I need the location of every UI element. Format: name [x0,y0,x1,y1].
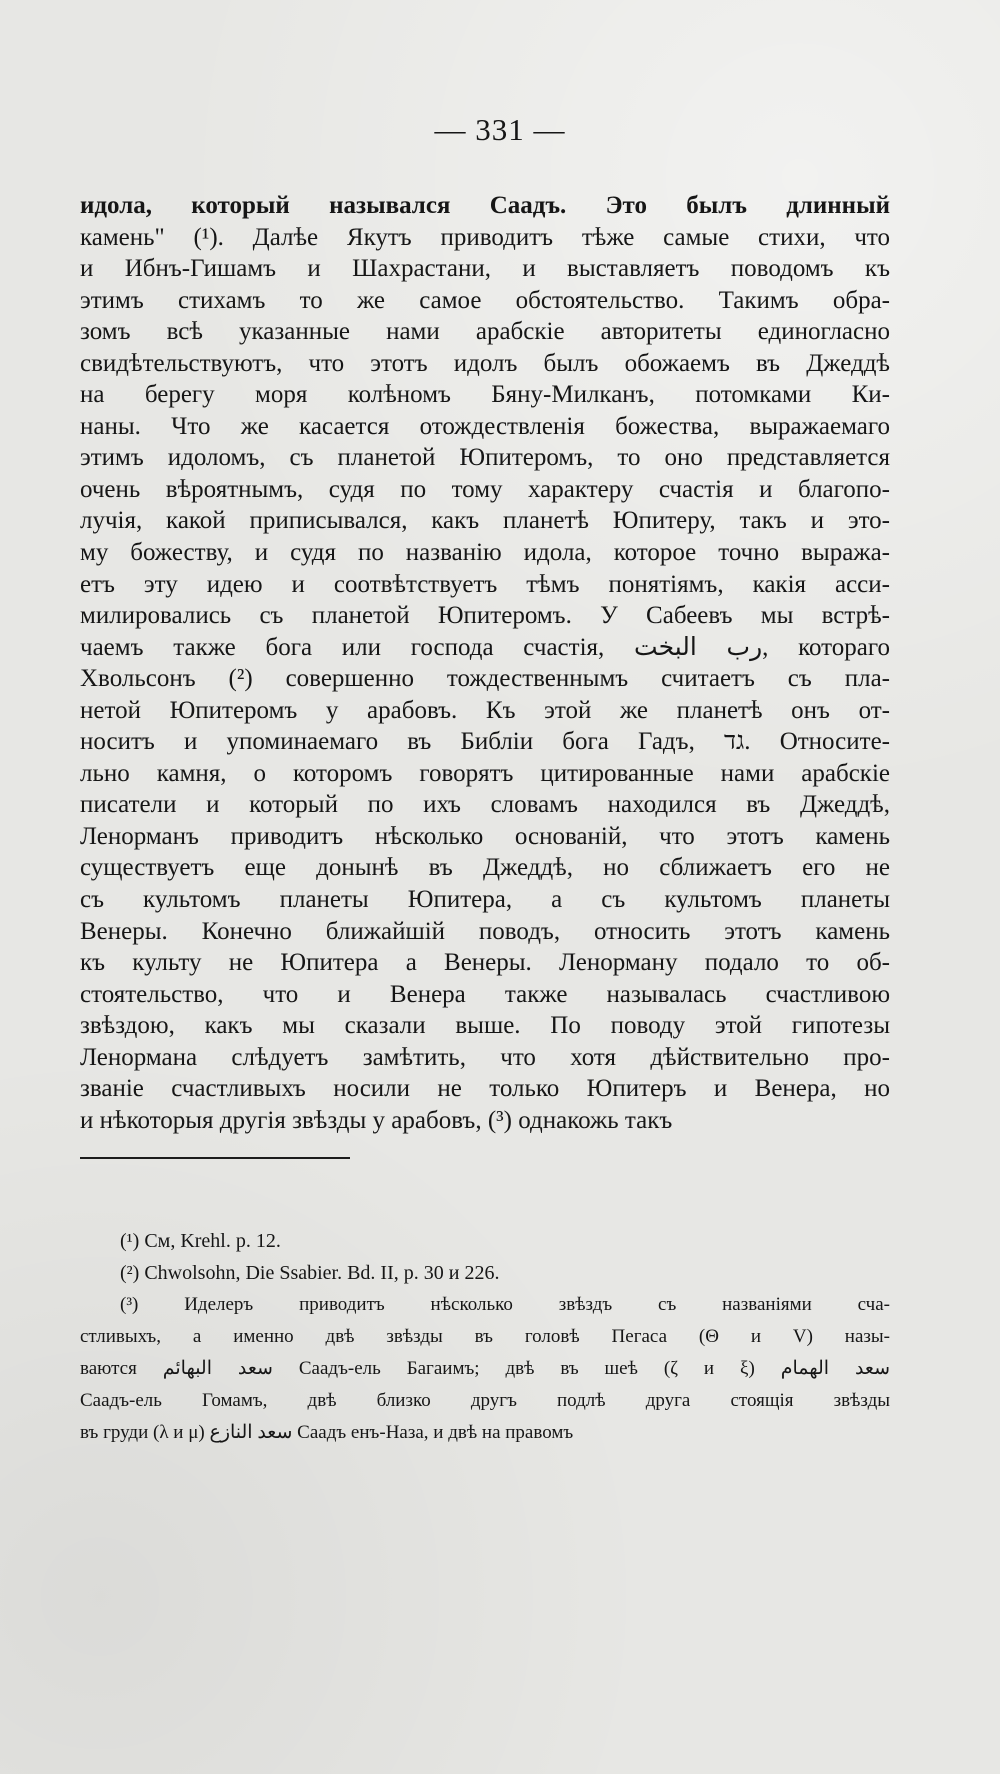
text-line-17: нетой Юпитеромъ у арабовъ. Къ этой же планетѣ онъ от- [80,696,890,724]
text-line-15: чаемъ также бога или господа счастія, رب البخت, котораго [80,633,891,661]
text-line-30: и нѣкоторыя другія звѣзды у арабовъ, (³) однакожь такъ [80,1106,673,1134]
text-line-25: къ культу не Юпитера а Венеры. Ленорману подало то об- [80,949,890,977]
text-line-24: Венеры. Конечно ближайшій поводъ, относить этотъ камень [80,917,890,945]
footnote-divider [80,1157,350,1159]
text-line-13: етъ эту идею и соотвѣтствуетъ тѣмъ понятіямъ, какія асси- [80,570,890,598]
footnote-3-line-4: Саадъ-ель Гомамъ, двѣ близко другъ подлѣ друга стоящія звѣзды [80,1390,890,1411]
text-line-27: звѣздою, какъ мы сказали выше. По поводу этой гипотезы [80,1012,890,1040]
text-line-7: на берегу моря колѣномъ Бяну-Милканъ, потомками Ки- [80,381,890,409]
footnote-3-line-2: стливыхъ, а именно двѣ звѣзды въ головѣ Пегаса (Θ и V) назы- [80,1326,890,1347]
footnote-3-line-5: въ груди (λ и μ) سعد النازع Саадъ енъ-Наза, и двѣ на правомъ [80,1422,574,1443]
text-line-29: званіе счастливыхъ носили не только Юпитеръ и Венера, но [80,1075,890,1103]
text-line-22: существуетъ еще донынѣ въ Джеддѣ, но сближаетъ его не [80,854,890,882]
page-number: — 331 — [434,112,566,147]
footnote-3-line-3: ваются سعد البهائم Саадъ-ель Багаимъ; двѣ въ шеѣ (ζ и ξ) سعد الهمام [80,1358,891,1379]
text-line-11: лучія, какой приписывался, какъ планетѣ Юпитеру, такъ и это- [80,507,890,535]
text-line-10: очень вѣроятнымъ, судя по тому характеру счастія и благопо- [80,475,890,503]
text-line-9: этимъ идоломъ, съ планетой Юпитеромъ, то оно представляется [80,444,890,472]
footnotes-block [80,1225,891,1449]
text-line-14: милировались съ планетой Юпитеромъ. У Сабеевъ мы встрѣ- [80,602,890,630]
text-line-21: Ленорманъ приводитъ нѣсколько основаній, что этотъ камень [80,822,890,850]
text-line-23: съ культомъ планеты Юпитера, а съ культомъ планеты [80,886,890,914]
text-line-12: му божеству, и судя по названію идола, которое точно выража- [80,539,890,567]
text-line-18: носитъ и упоминаемаго въ Библіи бога Гадъ, גד. Относите- [80,728,890,756]
footnote-3-line-1: (³) Иделеръ приводитъ нѣсколько звѣздъ съ названіями сча- [120,1294,890,1315]
text-line-16: Хвольсонъ (²) совершенно тождественнымъ считаетъ съ пла- [80,665,890,693]
text-line-20: писатели и который по ихъ словамъ находился въ Джеддѣ, [80,791,890,819]
text-line-19: льно камня, о которомъ говорятъ цитированные нами арабскіе [80,759,890,787]
text-line-5: зомъ всѣ указанные нами арабскіе авторитеты единогласно [80,318,890,346]
text-line-26: стоятельство, что и Венера также называлась счастливою [80,980,890,1008]
text-line-1: идола, который назывался Саадъ. Это былъ длинный [80,192,890,219]
text-line-4: этимъ стихамъ то же самое обстоятельство. Такимъ обра- [80,286,890,314]
text-line-8: наны. Что же касается отождествленія божества, выражаемаго [80,412,890,440]
footnote-1: (¹) См, Krehl. p. 12. [120,1230,281,1252]
footnote-2: (²) Chwolsohn, Die Ssabier. Bd. II, p. 30 и 226. [120,1262,500,1284]
text-line-28: Ленормана слѣдуетъ замѣтить, что хотя дѣйствительно про- [80,1043,890,1071]
main-text-block [80,190,890,1136]
text-line-2: камень" (¹). Далѣе Якутъ приводитъ тѣже самые стихи, что [80,223,890,251]
text-line-3: и Ибнъ-Гишамъ и Шахрастани, и выставляетъ поводомъ къ [80,255,890,283]
text-line-6: свидѣтельствуютъ, что этотъ идолъ былъ обожаемъ въ Джеддѣ [80,349,890,377]
